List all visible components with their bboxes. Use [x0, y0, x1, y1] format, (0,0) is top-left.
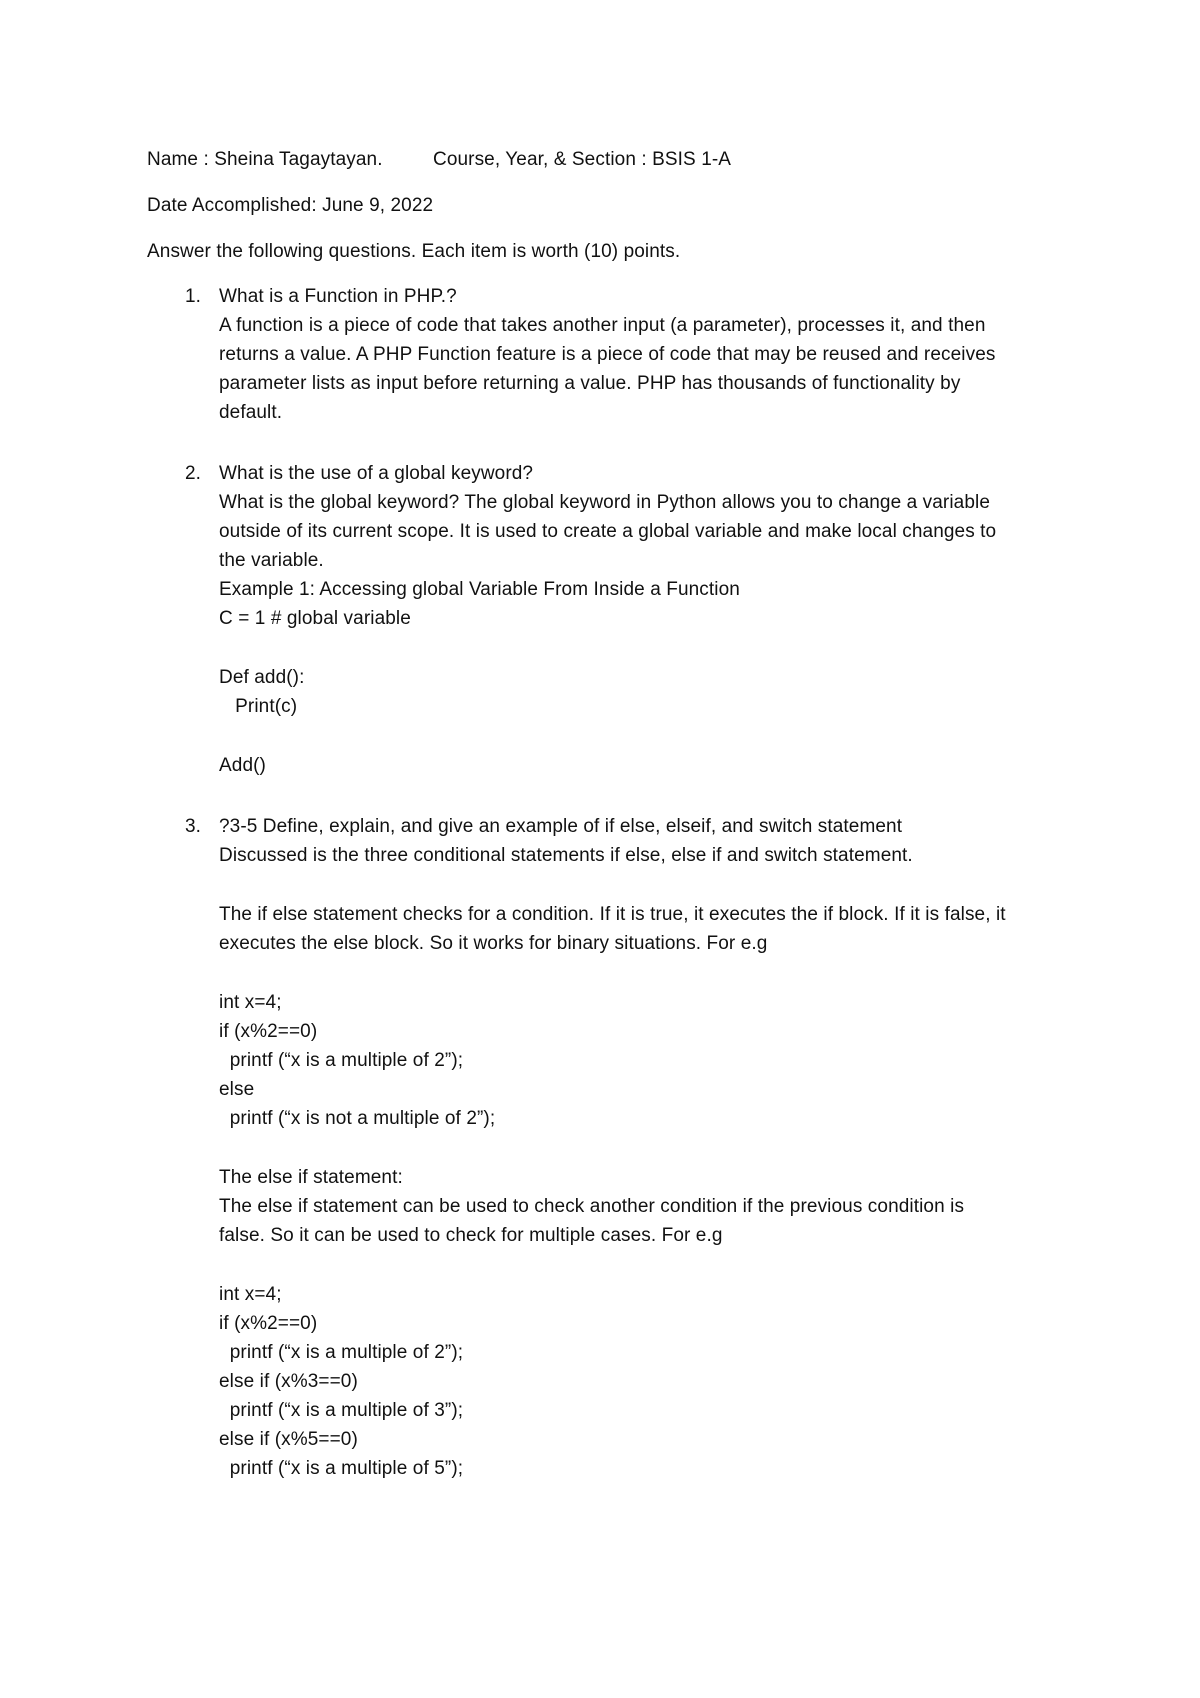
code-line: Def add(): [219, 667, 305, 688]
code-line: if (x%2==0) [219, 1021, 318, 1042]
code-line: printf (“x is a multiple of 2”); [219, 1050, 464, 1071]
code-line: printf (“x is a multiple of 5”); [219, 1458, 464, 1479]
code-line: printf (“x is not a multiple of 2”); [219, 1108, 496, 1129]
item-number: 1. [185, 286, 201, 307]
answer-3-line: The else if statement can be used to check another condition if the previous condition is [219, 1196, 965, 1217]
item-number: 3. [185, 816, 201, 837]
answer-3-line: executes the else block. So it works for binary situations. For e.g [219, 933, 768, 954]
answer-3-line: false. So it can be used to check for multiple cases. For e.g [219, 1225, 723, 1246]
code-line: int x=4; [219, 992, 282, 1013]
date-accomplished: Date Accomplished: June 9, 2022 [147, 195, 434, 216]
code-line: printf (“x is a multiple of 3”); [219, 1400, 464, 1421]
answer-1-line: returns a value. A PHP Function feature is a piece of code that may be reused and receives [219, 344, 996, 365]
answer-2-line: Example 1: Accessing global Variable From Inside a Function [219, 579, 740, 600]
item-number: 2. [185, 463, 201, 484]
code-line: printf (“x is a multiple of 2”); [219, 1342, 464, 1363]
code-line: Print(c) [219, 696, 298, 717]
question-1: What is a Function in PHP.? [219, 286, 457, 307]
code-line: int x=4; [219, 1284, 282, 1305]
answer-2-line: What is the global keyword? The global keyword in Python allows you to change a variable [219, 492, 990, 513]
code-line: if (x%2==0) [219, 1313, 318, 1334]
answer-2-line: the variable. [219, 550, 324, 571]
course-year-section: Course, Year, & Section : BSIS 1-A [433, 149, 732, 170]
answer-3-line: The else if statement: [219, 1167, 403, 1188]
code-line: else if (x%3==0) [219, 1371, 358, 1392]
answer-3-line: Discussed is the three conditional statements if else, else if and switch statement. [219, 845, 913, 866]
answer-2-line: C = 1 # global variable [219, 608, 411, 629]
code-line: else if (x%5==0) [219, 1429, 358, 1450]
answer-1-line: parameter lists as input before returning a value. PHP has thousands of functionality by [219, 373, 961, 394]
student-name: Name : Sheina Tagaytayan. [147, 149, 383, 170]
answer-2-line: outside of its current scope. It is used to create a global variable and make local changes to [219, 521, 997, 542]
answer-3-line: The if else statement checks for a condition. If it is true, it executes the if block. If it is false, it [219, 904, 1006, 925]
question-2: What is the use of a global keyword? [219, 463, 534, 484]
code-line: else [219, 1079, 255, 1100]
instructions: Answer the following questions. Each item is worth (10) points. [147, 241, 681, 262]
answer-1-line: default. [219, 402, 283, 423]
answer-1-line: A function is a piece of code that takes another input (a parameter), processes it, and then [219, 315, 986, 336]
code-line: Add() [219, 755, 266, 776]
question-3: ?3-5 Define, explain, and give an example of if else, elseif, and switch statement [219, 816, 903, 837]
